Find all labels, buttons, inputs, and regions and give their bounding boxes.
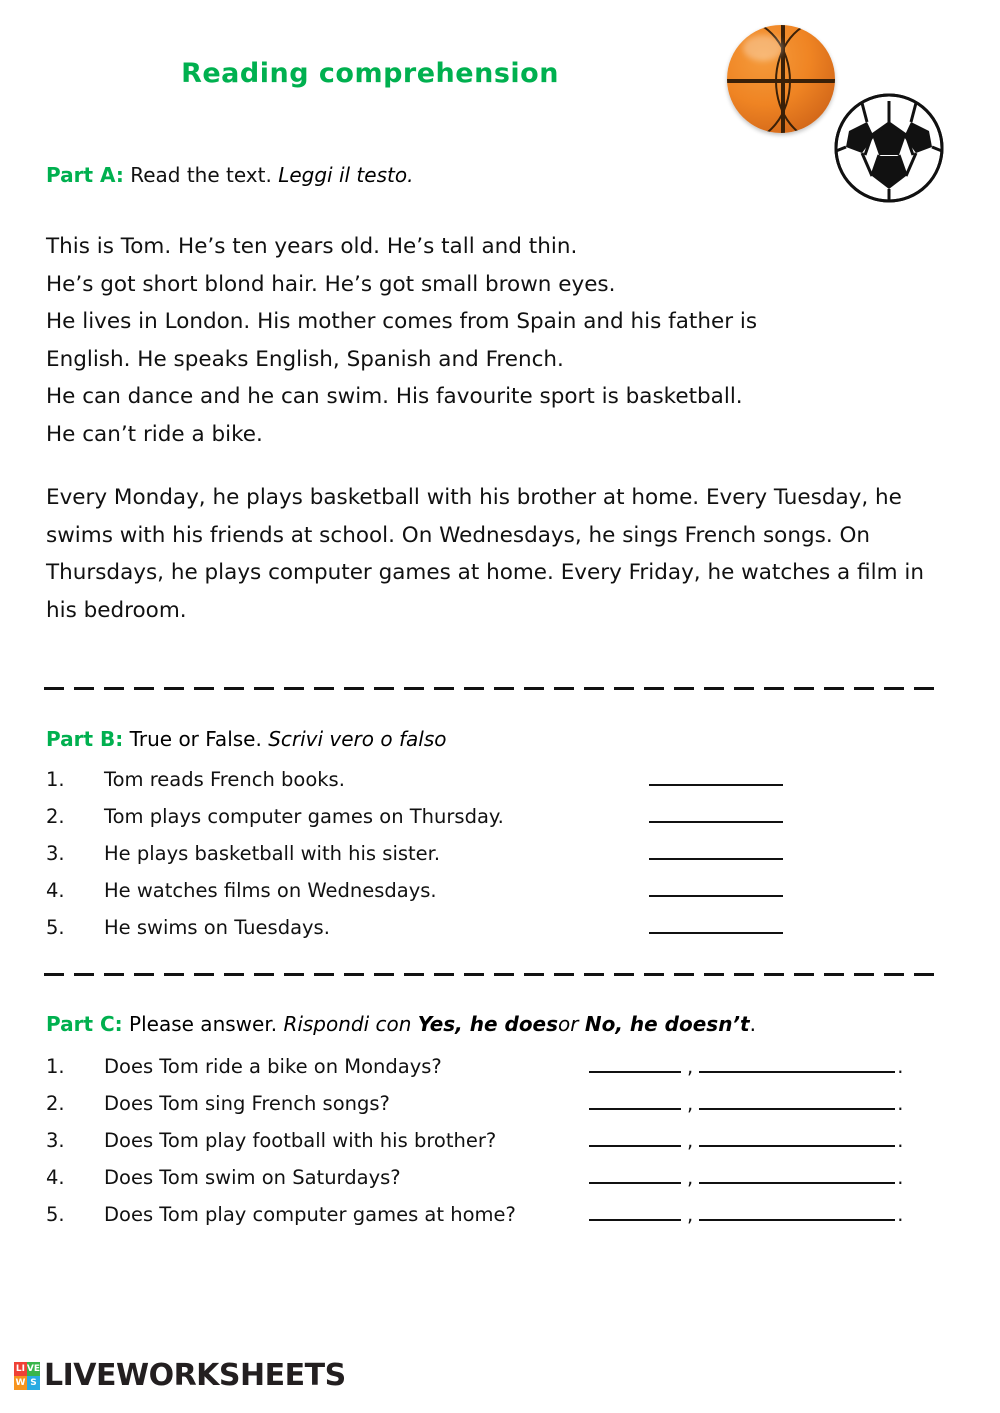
story-line-6: He can’t ride a bike.: [46, 421, 263, 447]
part-c-option-no: No, he doesn’t: [584, 1012, 750, 1036]
part-a-label: Part A:: [46, 163, 124, 187]
answer-comma: ,: [687, 1055, 694, 1078]
story-paragraph-2: Every Monday, he plays basketball with his brother at home. Every Tuesday, he swims with his friends at school. On Wednesdays, he sings French songs. On Thursdays, he plays computer games at home. Every Friday, he watches a film in his bedroom.: [46, 485, 924, 623]
part-b-heading: [46, 727, 446, 751]
answer-blank-long[interactable]: [699, 1168, 895, 1184]
list-item: [46, 1166, 903, 1203]
question-number: 4.: [46, 879, 65, 902]
part-c-end-punct: .: [749, 1012, 756, 1036]
question-number: 1.: [46, 1055, 65, 1078]
answer-blank[interactable]: [649, 844, 783, 860]
part-b-instruction-italian: Scrivi vero o falso: [268, 727, 447, 751]
part-b-question-list: [46, 768, 783, 953]
list-item: [46, 1092, 903, 1129]
part-c-label: Part C:: [46, 1012, 123, 1036]
answer-blank-long[interactable]: [699, 1131, 895, 1147]
answer-comma: ,: [687, 1129, 694, 1152]
list-item: [46, 768, 783, 805]
part-a-heading: [46, 163, 413, 187]
list-item: [46, 842, 783, 879]
answer-pair: [589, 1055, 903, 1078]
answer-blank-short[interactable]: [589, 1168, 681, 1184]
part-c-question-list: [46, 1055, 903, 1240]
answer-pair: [589, 1166, 903, 1189]
question-number: 2.: [46, 1092, 65, 1115]
answer-blank-long[interactable]: [699, 1057, 895, 1073]
list-item: [46, 916, 783, 953]
answer-period: .: [897, 1129, 904, 1152]
answer-blank[interactable]: [649, 807, 783, 823]
answer-period: .: [897, 1092, 904, 1115]
question-number: 2.: [46, 805, 65, 828]
question-number: 1.: [46, 768, 65, 791]
question-number: 5.: [46, 1203, 65, 1226]
part-c-instruction: Please answer.: [129, 1012, 278, 1036]
answer-comma: ,: [687, 1166, 694, 1189]
list-item: [46, 1129, 903, 1166]
logo-tile-li: LI: [15, 1363, 25, 1374]
part-c-option-yes: Yes, he does: [417, 1012, 559, 1036]
logo-tile-s: S: [27, 1376, 40, 1390]
part-b-label: Part B:: [46, 727, 124, 751]
question-text: Does Tom sing French songs?: [104, 1092, 390, 1115]
question-text: Does Tom ride a bike on Mondays?: [104, 1055, 442, 1078]
answer-period: .: [897, 1203, 904, 1226]
part-c-heading: [46, 1012, 756, 1036]
story-line-2: He’s got short blond hair. He’s got small brown eyes.: [46, 271, 616, 297]
part-a-instruction-italian: Leggi il testo.: [278, 163, 414, 187]
list-item: [46, 805, 783, 842]
part-c-conjunction: or: [558, 1012, 579, 1036]
reading-text: [46, 228, 956, 629]
question-number: 4.: [46, 1166, 65, 1189]
answer-blank-short[interactable]: [589, 1131, 681, 1147]
answer-blank-long[interactable]: [699, 1094, 895, 1110]
story-line-1: This is Tom. He’s ten years old. He’s tall and thin.: [46, 234, 578, 259]
liveworksheets-logo-icon: [14, 1362, 40, 1390]
question-text: He plays basketball with his sister.: [104, 842, 441, 865]
section-divider-1: [44, 687, 956, 690]
answer-blank[interactable]: [649, 918, 783, 934]
brand-name: LIVEWORKSHEETS: [44, 1358, 346, 1393]
answer-period: .: [897, 1055, 904, 1078]
answer-blank[interactable]: [649, 881, 783, 897]
part-a-instruction: Read the text.: [130, 163, 272, 187]
page-title: Reading comprehension: [181, 58, 559, 89]
answer-blank-short[interactable]: [589, 1205, 681, 1221]
question-text: Tom plays computer games on Thursday.: [104, 805, 504, 828]
question-number: 5.: [46, 916, 65, 939]
list-item: [46, 1203, 903, 1240]
story-line-3: He lives in London. His mother comes from Spain and his father is: [46, 309, 758, 334]
basketball-image: [727, 25, 835, 133]
logo-tile-ve: VE: [26, 1363, 40, 1374]
answer-blank[interactable]: [649, 770, 783, 786]
logo-tile-w: W: [15, 1377, 26, 1388]
answer-pair: [589, 1092, 903, 1115]
question-number: 3.: [46, 842, 65, 865]
question-text: He watches films on Wednesdays.: [104, 879, 437, 902]
question-text: Tom reads French books.: [104, 768, 345, 791]
question-text: Does Tom swim on Saturdays?: [104, 1166, 401, 1189]
answer-comma: ,: [687, 1203, 694, 1226]
question-number: 3.: [46, 1129, 65, 1152]
question-text: Does Tom play football with his brother?: [104, 1129, 497, 1152]
answer-comma: ,: [687, 1092, 694, 1115]
basketball-highlight: [743, 35, 783, 61]
question-text: Does Tom play computer games at home?: [104, 1203, 516, 1226]
answer-blank-short[interactable]: [589, 1057, 681, 1073]
part-b-instruction: True or False.: [129, 727, 262, 751]
section-divider-2: [44, 973, 956, 976]
list-item: [46, 879, 783, 916]
paragraph-gap: [46, 453, 956, 479]
answer-blank-short[interactable]: [589, 1094, 681, 1110]
story-line-5: He can dance and he can swim. His favourite sport is basketball.: [46, 384, 743, 409]
list-item: [46, 1055, 903, 1092]
soccer-ball-image: [834, 93, 944, 203]
part-c-instruction-italian: Rispondi con: [283, 1012, 412, 1036]
answer-period: .: [897, 1166, 904, 1189]
story-line-4: English. He speaks English, Spanish and French.: [46, 346, 564, 372]
liveworksheets-footer: [14, 1358, 346, 1393]
answer-pair: [589, 1203, 903, 1226]
answer-blank-long[interactable]: [699, 1205, 895, 1221]
answer-pair: [589, 1129, 903, 1152]
question-text: He swims on Tuesdays.: [104, 916, 330, 939]
